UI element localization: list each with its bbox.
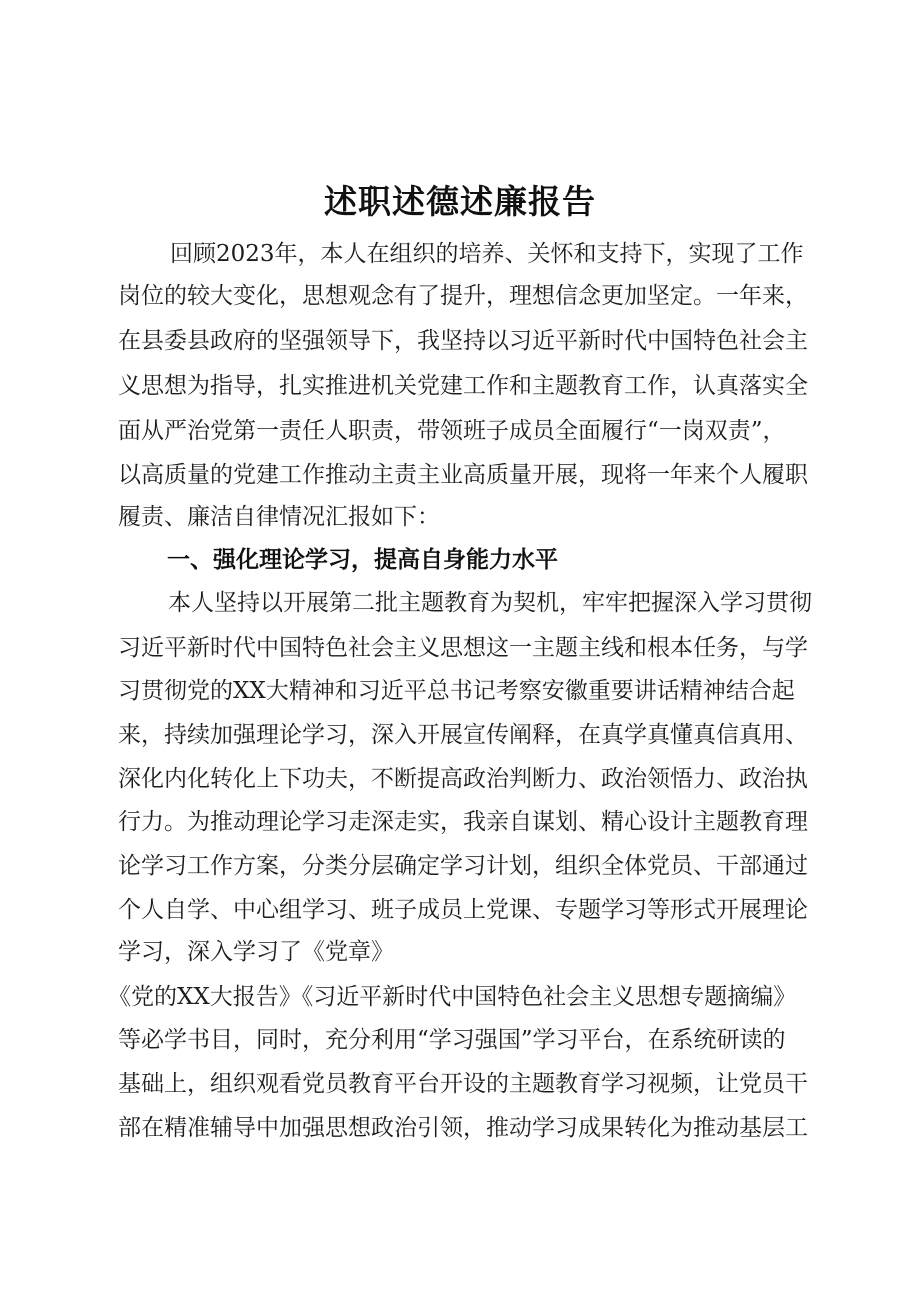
paragraph-2-line: 论学习工作方案，分类分层确定学习计划，组织全体党员、干部通过 bbox=[118, 853, 808, 879]
paragraph-2-line: 来，持续加强理论学习，深入开展宣传阐释，在真学真懂真信真用、 bbox=[118, 722, 808, 748]
section-heading: 一、强化理论学习，提高自身能力水平 bbox=[167, 547, 558, 573]
paragraph-2-line: 习近平新时代中国特色社会主义思想这一主题主线和根本任务，与学 bbox=[118, 635, 808, 661]
paragraph-1-line: 在县委县政府的坚强领导下，我坚持以习近平新时代中国特色社会主 bbox=[118, 328, 808, 354]
paragraph-2-line: 学习，深入学习了《党章》 bbox=[118, 939, 394, 965]
paragraph-2-line: 行力。为推动理论学习走深走实，我亲自谋划、精心设计主题教育理 bbox=[118, 809, 808, 835]
paragraph-1-line: 履责、廉洁自律情况汇报如下： bbox=[118, 504, 440, 530]
paragraph-2-line: 个人自学、中心组学习、班子成员上党课、专题学习等形式开展理论 bbox=[118, 897, 808, 923]
paragraph-3-line: 等必学书目，同时，充分利用“学习强国”学习平台，在系统研读的 bbox=[118, 1027, 786, 1053]
paragraph-1-line: 回顾2023年，本人在组织的培养、关怀和支持下，实现了工作 bbox=[170, 241, 804, 267]
paragraph-1-line: 以高质量的党建工作推动主责主业高质量开展，现将一年来个人履职 bbox=[118, 462, 808, 488]
paragraph-3-line: 部在精准辅导中加强思想政治引领，推动学习成果转化为推动基层工 bbox=[118, 1115, 808, 1141]
paragraph-1-line: 岗位的较大变化，思想观念有了提升，理想信念更加坚定。一年来， bbox=[118, 283, 808, 309]
paragraph-2-line: 深化内化转化上下功夫，不断提高政治判断力、政治领悟力、政治执 bbox=[118, 766, 808, 792]
document-title: 述职述德述廉报告 bbox=[324, 182, 596, 221]
paragraph-2-line: 习贯彻党的XX大精神和习近平总书记考察安徽重要讲话精神结合起 bbox=[118, 678, 795, 704]
paragraph-1-line: 面从严治党第一责任人职责，带领班子成员全面履行“一岗双责”， bbox=[118, 418, 786, 444]
paragraph-1-line: 义思想为指导，扎实推进机关党建工作和主题教育工作，认真落实全 bbox=[118, 373, 808, 399]
paragraph-2-line: 本人坚持以开展第二批主题教育为契机，牢牢把握深入学习贯彻 bbox=[168, 590, 812, 616]
paragraph-3-line: 基础上，组织观看党员教育平台开设的主题教育学习视频，让党员干 bbox=[118, 1071, 808, 1097]
paragraph-3-line: 《党的XX大报告》《习近平新时代中国特色社会主义思想专题摘编》 bbox=[108, 984, 797, 1010]
